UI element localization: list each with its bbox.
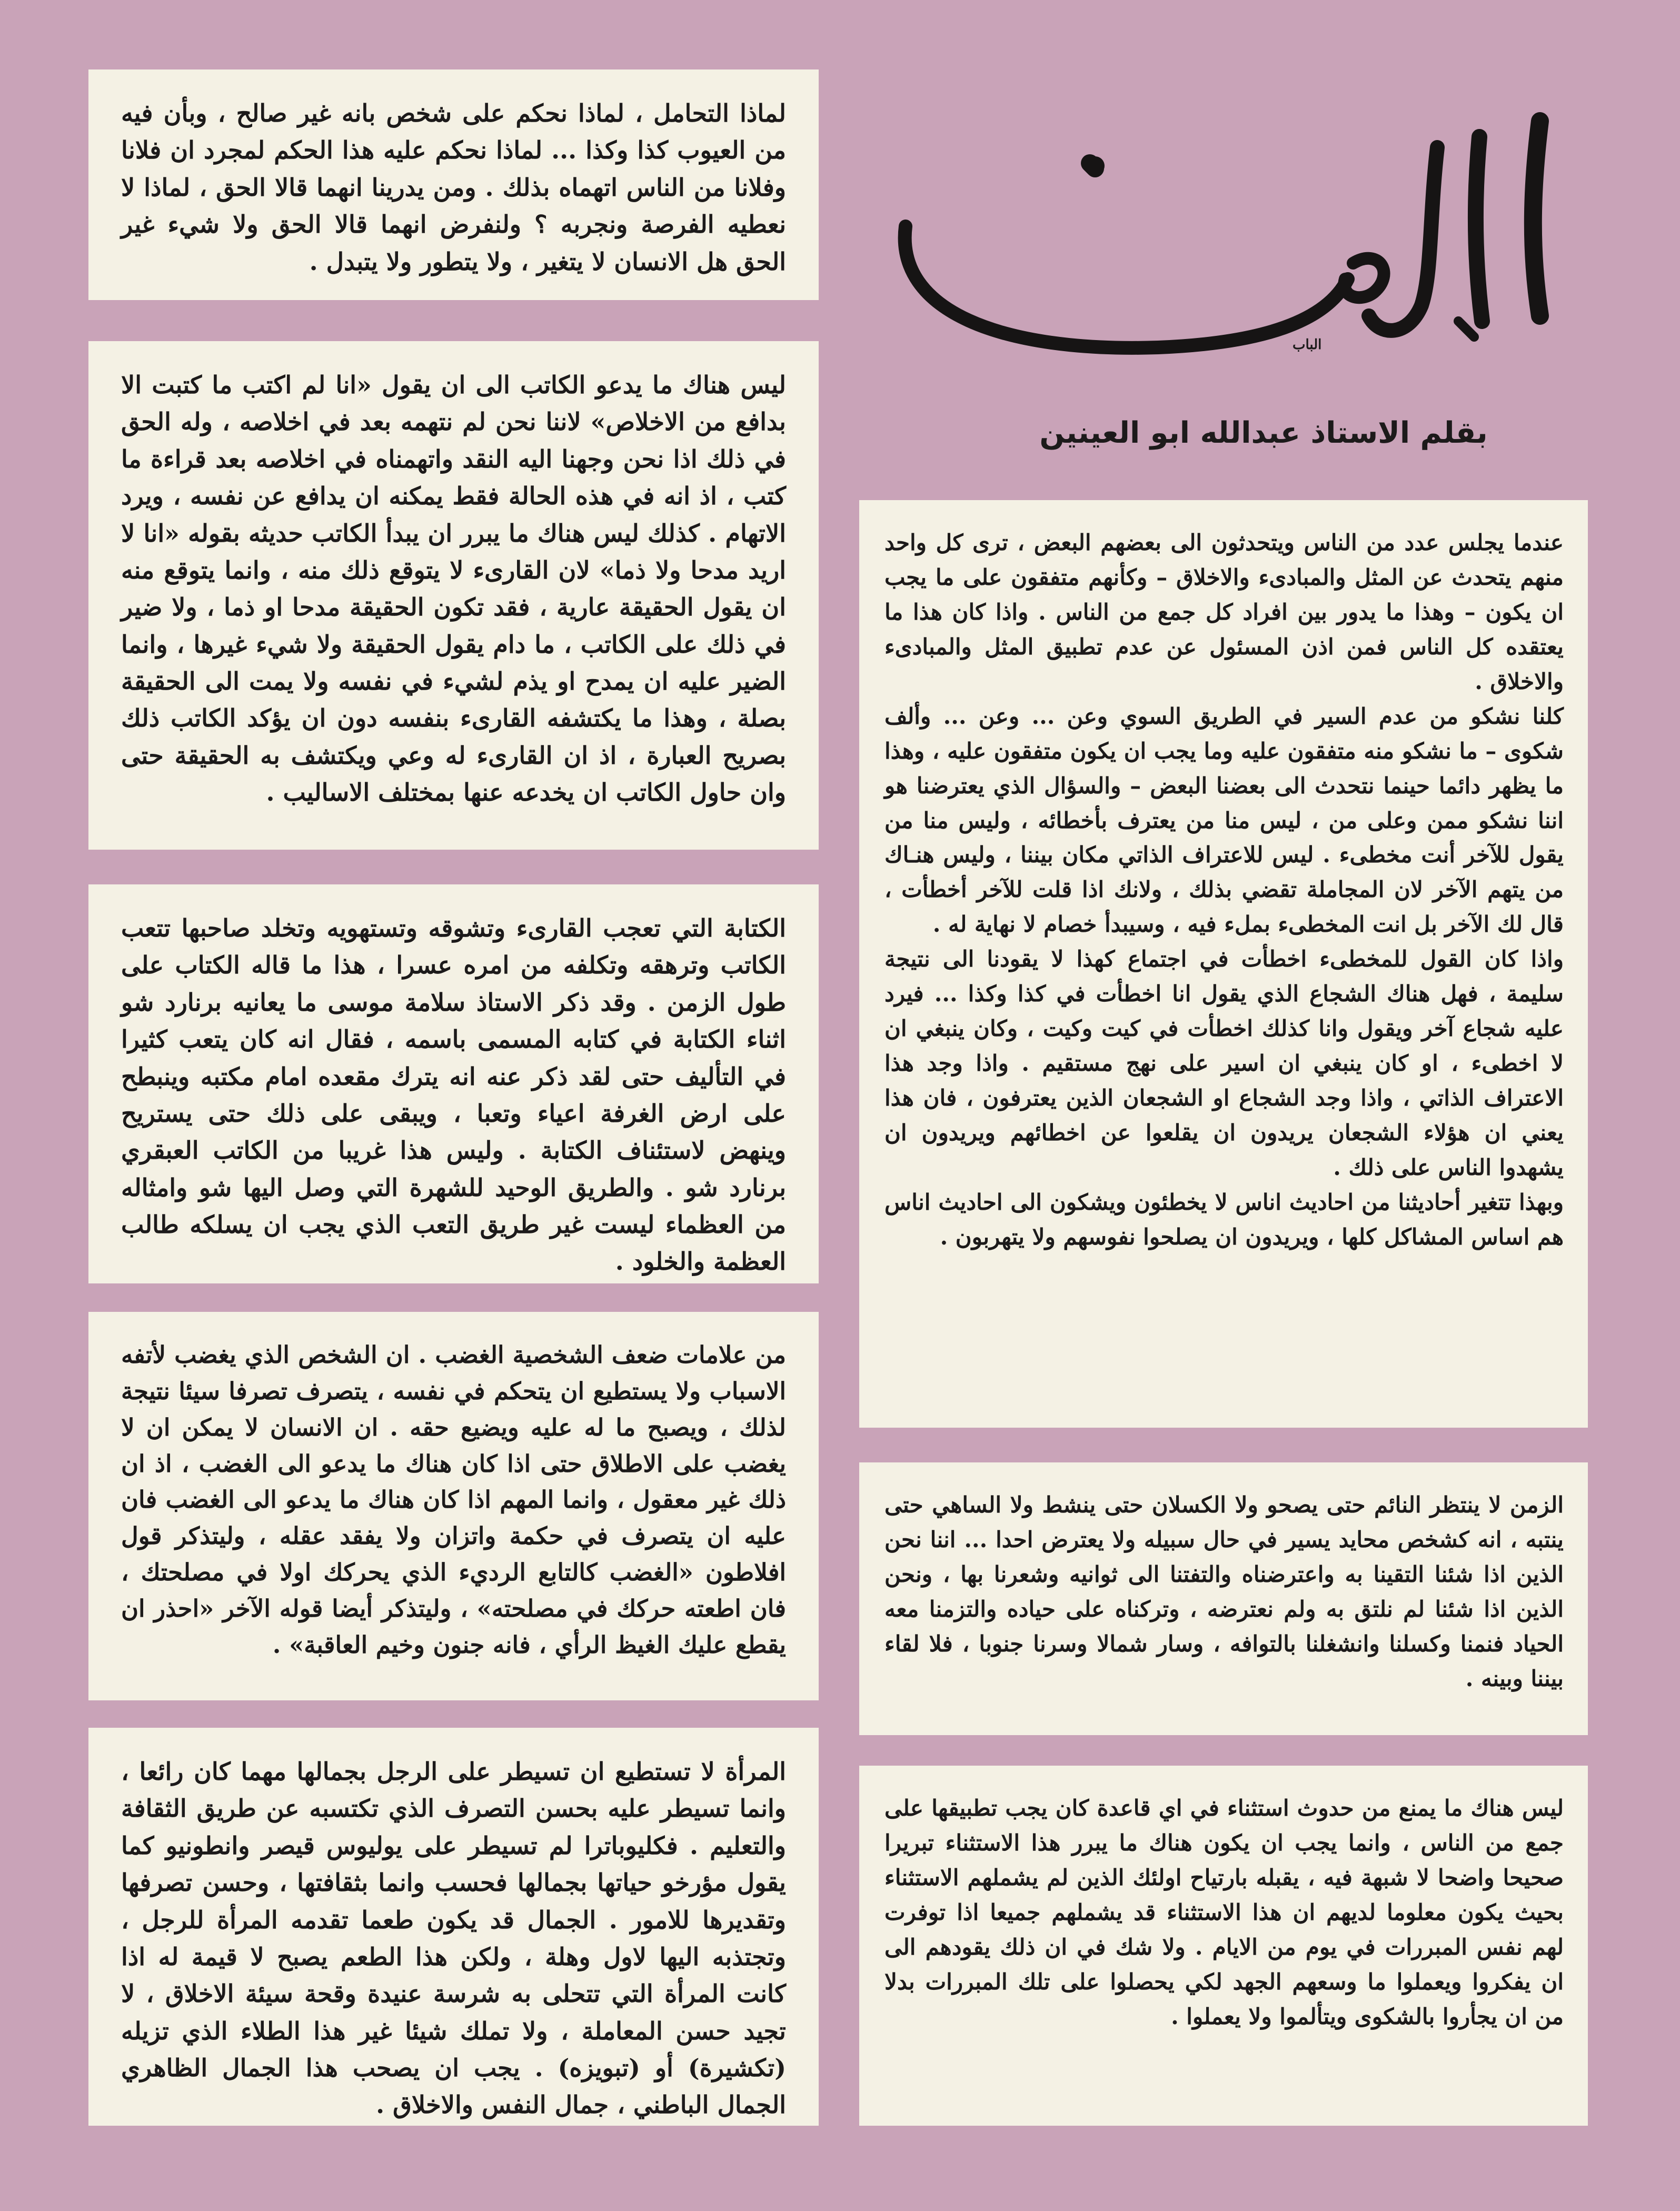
article-exception (859, 1766, 1588, 2126)
article-paragraph: واذا كان القول للمخطىء اخطأت في اجتماع كهذا لا يقودنا الى نتيجة سليمة ، فهل هناك الشجاع الذي يقول انا اخطأت في كذا وكذا ... فيرد عليه شجاع آخر ويقول وانا كذلك اخطأت في كيت وكيت ، وكان ينبغي ان لا اخطىء ، او كان ينبغي ان اسير على نهج مستقيم . واذا وجد هذا الاعتراف الذاتي ، واذا وجد الشجاع او الشجعان الذين يعترفون ، فان هذا يعني ان هؤلاء الشجعان يريدون ان يقلعوا عن اخطائهم ويريدون ان يشهدوا الناس على ذلك . (884, 946, 1564, 1180)
byline: بقلم الاستاذ عبدالله ابو العينين (1039, 416, 1488, 450)
article-paragraph: كلنا نشكو من عدم السير في الطريق السوي وعن ... وعن ... وألف شكوى – ما نشكو منه متفقون عليه وما يجب ان يكون متفقون عليه ، وهذا ما يظهر دائما حينما نتحدث الى بعضنا البعض – والسؤال الذي يعترضنا هو اننا نشكو ممن وعلى من ، ليس منا من يعترف بأخطائه ، وليس منا من يقول للآخر أنت مخطىء . ليس للاعتراف الذاتي مكان بيننا ، وليس هنـاك من يتهم الآخر لان المجاملة تقضي بذلك ، ولانك اذا قلت للآخر أخطأت ، قال لك الآخر بل انت المخطىء بملء فيه ، وسيبدأ خصام لا نهاية له . (884, 703, 1564, 938)
article-paragraph: وبهذا تتغير أحاديثنا من احاديث اناس لا يخطئون ويشكون الى احاديث اناس هم اساس المشاكل كلها ، ويريدون ان يصلحوا نفوسهم ولا يتهربون . (884, 1189, 1564, 1250)
title-calligraphy (863, 89, 1601, 384)
article-time (859, 1462, 1588, 1735)
title-prefix: الباب (1293, 337, 1322, 353)
article-text: ليس هناك ما يمنع من حدوث استثناء في اي قاعدة كان يجب تطبيقها على جمع من الناس ، وانما يجب ان يكون هناك ما يبرر هذا الاستثناء تبريرا صحيحا واضحا لا شبهة فيه ، يقبله بارتياح اولئك الذين لم يشملهم الاستثناء بحيث يكون معلوما لديهم ان هذا الاستثناء قد يشملهم جميعا اذا توفرت لهم نفس المبررات في يوم من الايام . ولا شك في ان ذلك يقودهم الى ان يفكروا ويعملوا ما وسعهم الجهد لكي يحصلوا على تلك المبررات بدلا من ان يجأروا بالشكوى ويتألموا ولا يعملوا . (884, 1795, 1564, 2029)
article-woman-beauty (88, 1728, 819, 2126)
article-text: الزمن لا ينتظر النائم حتى يصحو ولا الكسلان حتى ينشط ولا الساهي حتى ينتبه ، انه كشخص محايد يسير في حال سبيله ولا يعترض احدا ... اننا نحن الذين اذا شئنا التقينا به واعترضناه والتفتنا الى ثوانيه وشعرنا بها ، ونحن الذين اذا شئنا لم نلتق به ولم نعترضه ، وتركناه على حياده والتزمنا معه الحياد فنمنا وكسلنا وانشغلنا بالتوافه ، وسار شمالا وسرنا جنوبا ، فلا لقاء بيننا وبينه . (884, 1492, 1564, 1691)
article-text: لماذا التحامل ، لماذا نحكم على شخص بانه غير صالح ، وبأن فيه من العيوب كذا وكذا ... لماذا نحكم عليه هذا الحكم لمجرد ان فلانا وفلانا من الناس اتهماه بذلك . ومن يدرينا انهما قالا الحق ، لماذا لا نعطيه الفرصة ونجربه ؟ ولنفرض انهما قالا الحق ولا شيء غير الحق هل الانسان لا يتغير ، ولا يتطور ولا يتبدل . (121, 99, 786, 276)
article-anger (88, 1312, 819, 1700)
article-principles (859, 500, 1588, 1428)
article-writing-effort (88, 884, 819, 1283)
article-text: المرأة لا تستطيع ان تسيطر على الرجل بجمالها مهما كان رائعا ، وانما تسيطر عليه بحسن التصرف الذي تكتسبه عن طريق الثقافة والتعليم . فكليوباترا لم تسيطر على يوليوس قيصر وانطونيو كما يقول مؤرخو حياتها بجمالها فحسب وانما بثقافتها ، وحسن تصرفها وتقديرها للامور . الجمال قد يكون طعما تقدمه المرأة للرجل ، وتجتذبه اليها لاول وهلة ، ولكن هذا الطعم يصبح لا قيمة له اذا كانت المرأة التي تتحلى به شرسة عنيدة وقحة سيئة الاخلاق ، لا تجيد حسن المعاملة ، ولا تملك شيئا غير هذا الطلاء الذي تزيله (تكشيرة) أو (تبويزه) . يجب ان يصحب هذا الجمال الظاهري الجمال الباطني ، جمال النفس والاخلاق . (121, 1757, 786, 2119)
article-prejudice (88, 69, 819, 300)
article-paragraph: عندما يجلس عدد من الناس ويتحدثون الى بعضهم البعض ، ترى كل واحد منهم يتحدث عن المثل والمبادىء والاخلاق – وكأنهم متفقون على ما يجب ان يكون – وهذا ما يدور بين افراد كل جمع من الناس . واذا كان هذا ما يعتقده كل الناس فمن اذن المسئول عن عدم تطبيق المثل والمبادىء والاخلاق . (884, 530, 1564, 694)
article-text: ليس هناك ما يدعو الكاتب الى ان يقول «انا لم اكتب ما كتبت الا بدافع من الاخلاص» لاننا نحن لم نتهمه بعد في اخلاصه ، وله الحق في ذلك اذا نحن وجهنا اليه النقد واتهمناه في اخلاصه بعد قراءة ما كتب ، اذ انه في هذه الحالة فقط يمكنه ان يدافع عن نفسه ، ويرد الاتهام . كذلك ليس هناك ما يبرر ان يبدأ الكاتب حديثه بقوله «انا لا اريد مدحا ولا ذما» لان القارىء لا يتوقع ذلك منه ، وانما يتوقع منه ان يقول الحقيقة عارية ، فقد تكون الحقيقة مدحا او ذما ، ولا ضير في ذلك على الكاتب ، ما دام يقول الحقيقة ولا شيء غيرها ، وانما الضير عليه ان يمدح او يذم لشيء في نفسه ولا يمت الى الحقيقة بصلة ، وهذا ما يكتشفه القارىء بنفسه دون ان يؤكد الكاتب ذلك بصريح العبارة ، اذ ان القارىء له وعي ويكتشف به الحقيقة حتى وان حاول الكاتب ان يخدعه عنها بمختلف الاساليب . (121, 371, 786, 807)
article-text: من علامات ضعف الشخصية الغضب . ان الشخص الذي يغضب لأتفه الاسباب ولا يستطيع ان يتحكم في نفسه ، يتصرف تصرفا سيئا نتيجة لذلك ، ويصبح ما له عليه ويضيع حقه . ان الانسان لا يمكن ان لا يغضب على الاطلاق حتى اذا كان هناك ما يدعو الى الغضب ، اذ ان ذلك غير معقول ، وانما المهم اذا كان هناك ما يدعو الى الغضب فان عليه ان يتصرف في حكمة واتزان ولا يفقد عقله ، وليتذكر قول افلاطون «الغضب كالتابع الرديء الذي يحركك اولا في مصلحتك ، فان اطعته حركك في مصلحته» ، وليتذكر أيضا قوله الآخر «احذر ان يقطع عليك الغيظ الرأي ، فانه جنون وخيم العاقبة» . (121, 1341, 786, 1659)
article-text: الكتابة التي تعجب القارىء وتشوقه وتستهويه وتخلد صاحبها تتعب الكاتب وترهقه وتكلفه من امره عسرا ، هذا ما قاله الكتاب على طول الزمن . وقد ذكر الاستاذ سلامة موسى ما يعانيه برنارد شو اثناء الكتابة في كتابه المسمى باسمه ، فقال انه كان يتعب كثيرا في التأليف حتى لقد ذكر عنه انه يترك مقعده امام مكتبه وينبطح على ارض الغرفة اعياء وتعبا ، ويبقى على ذلك حتى يستريح وينهض لاستئناف الكتابة . وليس هذا غريبا من الكاتب العبقري برنارد شو . والطريق الوحيد للشهرة التي وصل اليها شو وامثاله من العظماء ليست غير طريق التعب الذي يجب ان يسلكه طالب العظمة والخلود . (121, 914, 786, 1276)
article-writer-sincerity (88, 341, 819, 850)
